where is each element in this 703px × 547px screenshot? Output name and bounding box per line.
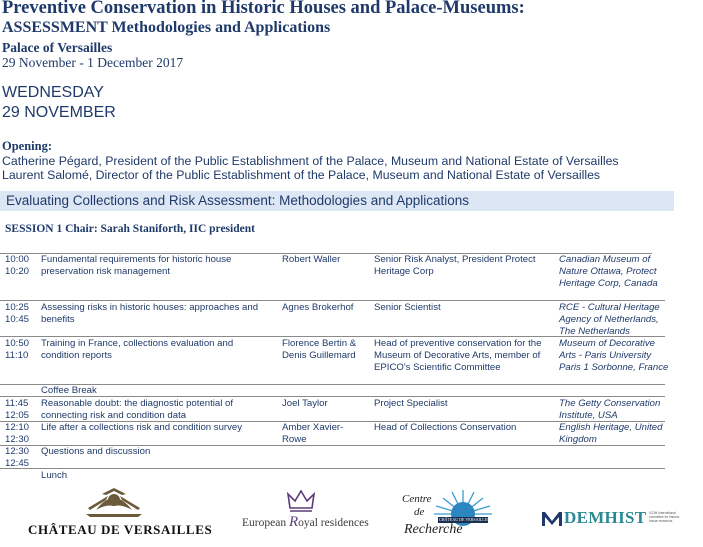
end-time: 12:45 — [5, 457, 30, 469]
royal-residences-wordmark: European Royal residences — [242, 514, 369, 530]
opening-heading: Opening: — [2, 139, 53, 153]
end-time: 10:45 — [5, 313, 30, 325]
venue: Palace of Versailles — [2, 40, 113, 55]
speaker-institution: English Heritage, United Kingdom — [559, 422, 663, 445]
session-time — [5, 338, 37, 362]
centre-word-3: Recherche — [404, 522, 463, 537]
speaker-institution: RCE - Cultural Heritage Agency of Netherlands, The Netherlands — [559, 302, 660, 337]
session-topic: Assessing risks in historic houses: approaches and benefits — [41, 302, 259, 325]
start-time: 12:30 — [5, 446, 30, 457]
end-time: 11:10 — [5, 349, 29, 361]
speaker-name: Robert Waller — [282, 254, 341, 265]
start-time: 10:50 — [5, 338, 30, 349]
speaker-institution: Museum of Decorative Arts - Paris University Paris 1 Sorbonne, France — [559, 338, 669, 373]
session-topic: Reasonable doubt: the diagnostic potential of connecting risk and condition data — [41, 398, 234, 421]
speaker-name: Agnes Brokerhof — [282, 302, 354, 313]
session-time — [5, 446, 37, 470]
speaker-role: Senior Scientist — [374, 302, 441, 313]
end-time: 12:30 — [5, 433, 30, 445]
versailles-wordmark: CHÂTEAU DE VERSAILLES — [28, 522, 213, 537]
day-date: 29 NOVEMBER — [2, 104, 116, 121]
partner-logos — [0, 484, 703, 543]
demhist-logo — [541, 508, 681, 530]
start-time: 12:10 — [5, 422, 30, 433]
start-time: 10:25 — [5, 302, 30, 313]
speaker-role: Project Specialist — [374, 398, 448, 409]
speaker-name: Amber Xavier-Rowe — [282, 422, 344, 445]
session-topic: Coffee Break — [41, 385, 97, 396]
day-heading — [2, 83, 116, 123]
versailles-logo — [26, 486, 213, 542]
row-divider — [0, 300, 665, 301]
session-time — [5, 422, 37, 446]
centre-de-recherche-logo — [400, 488, 502, 543]
end-time: 12:05 — [5, 409, 30, 421]
crown-icon — [286, 488, 316, 514]
weekday: WEDNESDAY — [2, 84, 104, 101]
theme-title: Evaluating Collections and Risk Assessment: Methodologies and Applications — [6, 193, 470, 208]
session-time — [5, 398, 37, 422]
session-time — [5, 302, 37, 326]
start-time: 10:00 — [5, 254, 30, 265]
session-topic: Questions and discussion — [41, 446, 151, 457]
row-divider — [0, 468, 665, 469]
start-time — [5, 385, 37, 397]
session-topic: Training in France, collections evaluation and condition reports — [41, 338, 234, 361]
opening-speaker-2: Laurent Salomé, Director of the Public Establishment of the Palace, Museum and National Estate of Versailles — [2, 168, 601, 182]
conference-title: Preventive Conservation in Historic Houses and Palace-Museums: — [2, 0, 525, 18]
opening-speaker-1: Catherine Pégard, President of the Public Establishment of the Palace, Museum and National Estate of Versailles — [2, 154, 619, 168]
demhist-m-icon — [541, 511, 563, 527]
session-topic: Fundamental requirements for historic house preservation risk management — [41, 254, 232, 277]
speaker-role: Senior Risk Analyst, President Protect Heritage Corp — [374, 254, 536, 277]
session-heading: SESSION 1 Chair: Sarah Staniforth, IIC president — [5, 223, 255, 235]
speaker-role: Head of preventive conservation for the Museum of Decorative Arts, member of EPICO's Scientific Committee — [374, 338, 542, 373]
session-topic: Life after a collections risk and condition survey — [41, 422, 243, 433]
speaker-institution: Canadian Museum of Nature Ottawa, Protect Heritage Corp, Canada — [559, 254, 658, 289]
speaker-name: Florence Bertin & Denis Guillemard — [282, 338, 357, 361]
theme-banner — [0, 191, 674, 211]
session-topic: Lunch — [41, 470, 68, 481]
start-time — [5, 470, 37, 482]
session-time — [5, 254, 37, 278]
centre-word-2: de — [414, 506, 425, 518]
royal-residences-logo — [242, 488, 377, 540]
speaker-role: Head of Collections Conservation — [374, 422, 517, 433]
centre-band-text: CHÂTEAU DE VERSAILLES — [439, 517, 490, 522]
conference-dates: 29 November - 1 December 2017 — [2, 55, 184, 70]
speaker-institution: The Getty Conservation Institute, USA — [559, 398, 661, 421]
demhist-tagline: ICOM International committee for historic house museums — [649, 511, 680, 523]
end-time: 10:20 — [5, 265, 30, 277]
conference-subtitle: ASSESSMENT Methodologies and Applications — [2, 19, 331, 36]
speaker-name: Joel Taylor — [282, 398, 328, 409]
start-time: 11:45 — [5, 398, 29, 409]
centre-word-1: Centre — [402, 493, 432, 505]
demhist-wordmark: DEMHIST — [564, 508, 647, 527]
